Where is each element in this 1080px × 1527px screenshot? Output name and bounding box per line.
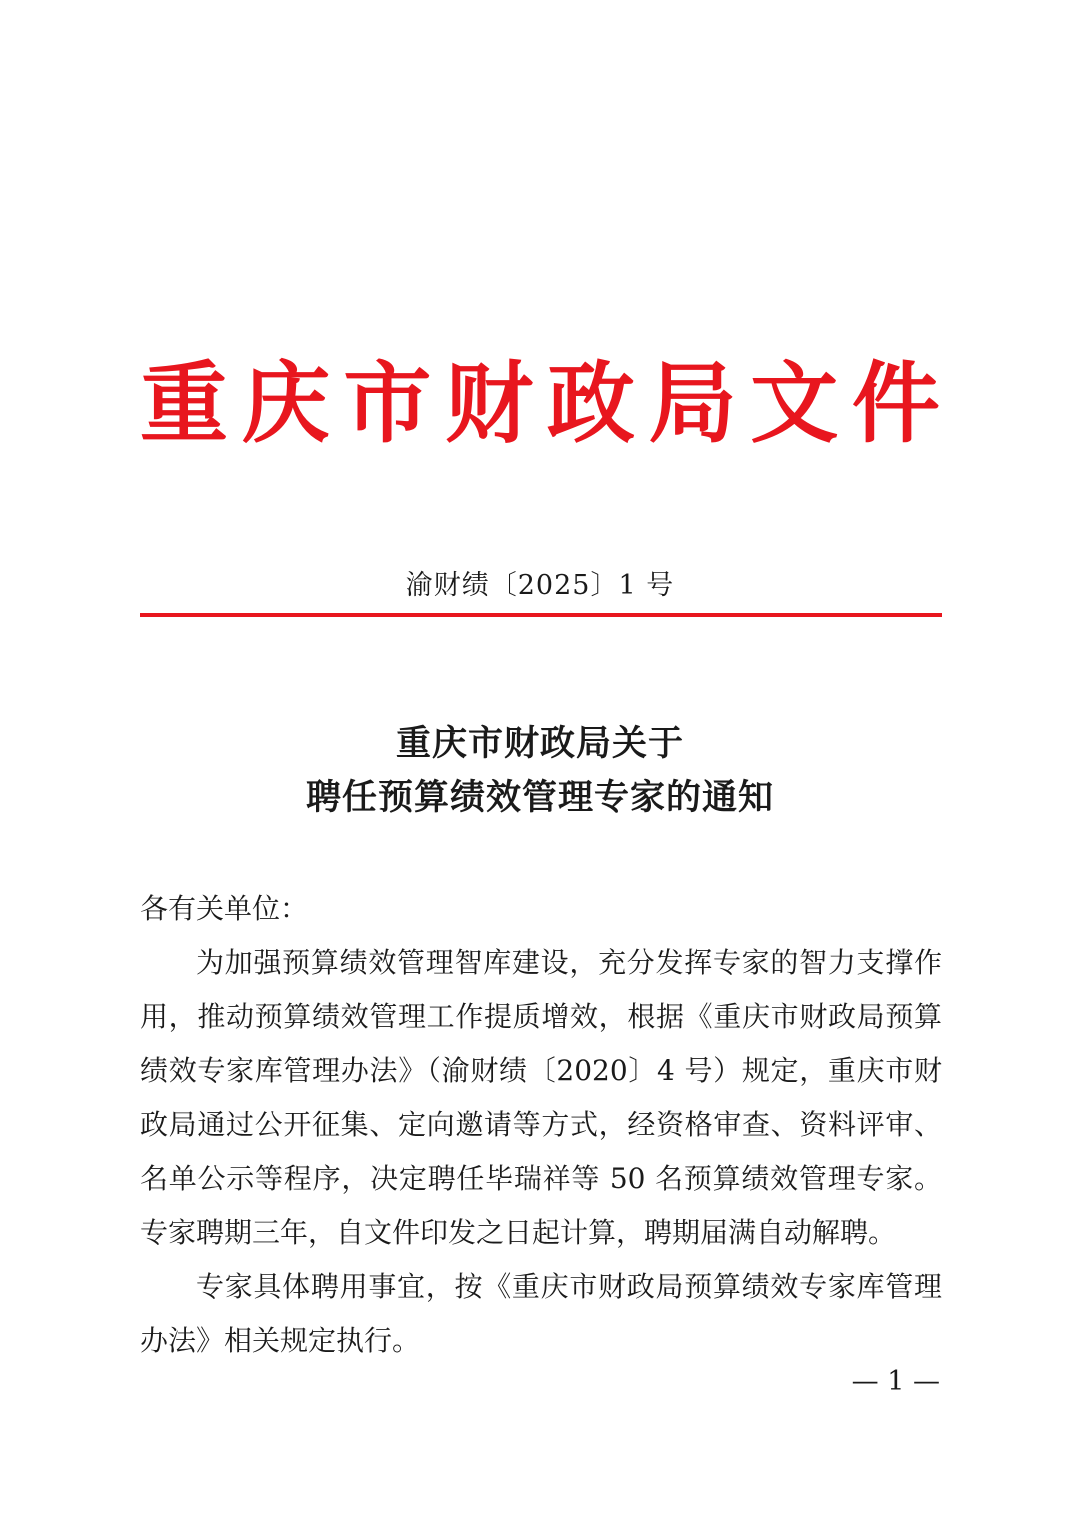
body-paragraph-1: 为加强预算绩效管理智库建设，充分发挥专家的智力支撑作用，推动预算绩效管理工作提质增效，根据《重庆市财政局预算绩效专家库管理办法》（渝财绩〔2020〕4 号）规定，重庆市财政局通过公开征集、定向邀请等方式，经资格审查、资料评审、名单公示等程序，决定聘任毕瑞祥等 50 名预算绩效管理专家。专家聘期三年，自文件印发之日起计算，聘期届满自动解聘。 <box>140 946 942 1249</box>
masthead-char: 财 <box>445 351 534 455</box>
document-body <box>140 882 942 1368</box>
document-title-line-1: 重庆市财政局关于 <box>395 723 684 764</box>
masthead-char: 局 <box>648 351 737 455</box>
document-title-line-2: 聘任预算绩效管理专家的通知 <box>305 777 774 818</box>
salutation: 各有关单位： <box>140 892 309 925</box>
red-divider-line <box>140 613 942 617</box>
masthead-char: 重 <box>140 351 229 455</box>
page-number: — 1 — <box>851 1366 940 1397</box>
masthead-title <box>140 338 940 468</box>
masthead-char: 文 <box>750 351 839 455</box>
masthead-char: 政 <box>546 351 635 455</box>
document-number: 渝财绩〔2025〕1 号 <box>405 570 675 601</box>
masthead-char: 庆 <box>241 351 330 455</box>
body-paragraph-2: 专家具体聘用事宜，按《重庆市财政局预算绩效专家库管理办法》相关规定执行。 <box>140 1270 942 1357</box>
masthead-char: 件 <box>851 351 940 455</box>
masthead-char: 市 <box>343 351 432 455</box>
